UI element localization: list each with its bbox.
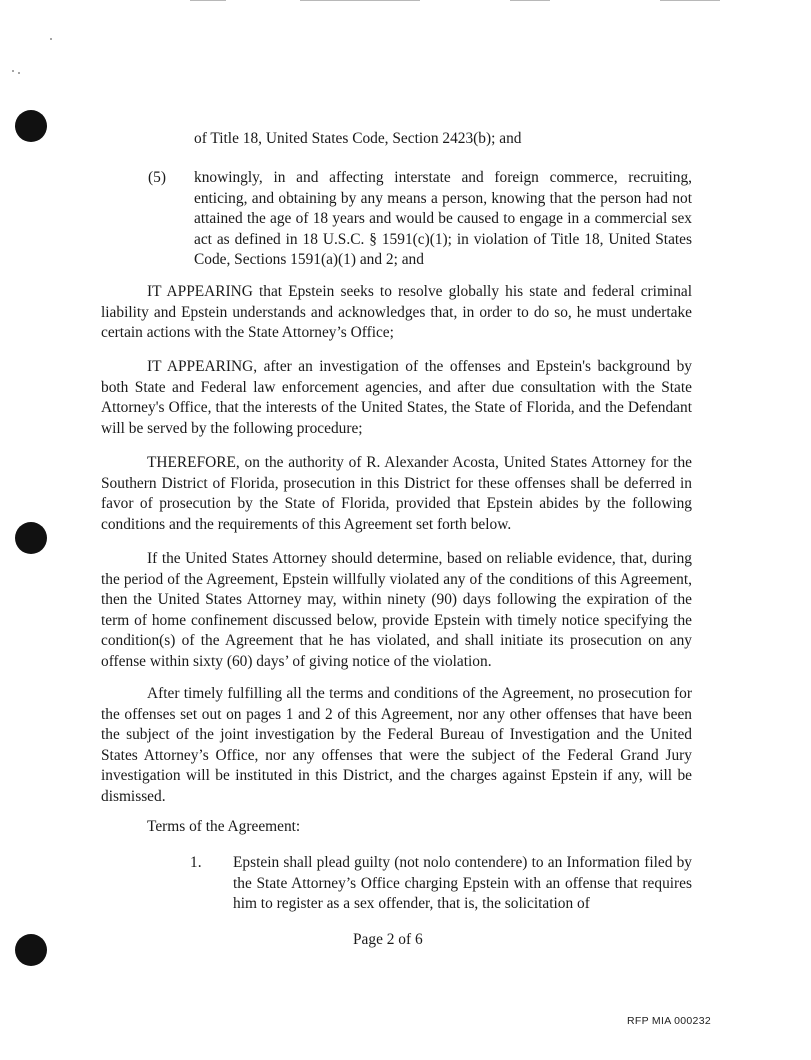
continuation-text: of Title 18, United States Code, Section 2423(b); and	[194, 130, 522, 147]
paragraph-non-prosecution: After timely fulfilling all the terms and conditions of the Agreement, no prosecution for the offenses set out on pages 1 and 2 of this Agreement, nor any other offenses that have been the subject of the joint investigation by the Federal Bureau of Investigation and the United States Attorney’s Office, nor any offenses that were the subject of the Federal Grand Jury investigation will be instituted in this District, and the charges against Epstein if any, will be dismissed.	[101, 685, 692, 805]
punch-hole	[15, 110, 47, 142]
bates-number: RFP MIA 000232	[627, 1015, 711, 1027]
scan-edge-mark	[510, 0, 550, 1]
paragraph-resolve: IT APPEARING that Epstein seeks to resolve globally his state and federal criminal liability and Epstein understands and acknowledges that, in order to do so, he must undertake certain actions with the State Attorney’s Office;	[101, 283, 692, 341]
paragraph-therefore: THEREFORE, on the authority of R. Alexander Acosta, United States Attorney for the Southern District of Florida, prosecution in this District for these offenses shall be deferred in favor of prosecution by the State of Florida, provided that Epstein abides by the following conditions and the requirements of this Agreement set forth below.	[101, 454, 692, 533]
terms-heading: Terms of the Agreement:	[147, 818, 301, 835]
page-number: Page 2 of 6	[353, 931, 423, 948]
scan-edge-mark	[660, 0, 720, 1]
scan-speck	[12, 70, 14, 72]
scan-edge-mark	[190, 0, 226, 1]
paragraph-investigation: IT APPEARING, after an investigation of the offenses and Epstein's background by both State and Federal law enforcement agencies, and after due consultation with the State Attorney's Office, that the interests of the United States, the State of Florida, and the Defendant will be served by the following procedure;	[101, 358, 692, 437]
punch-hole	[15, 522, 47, 554]
punch-hole	[15, 934, 47, 966]
item-text: knowingly, in and affecting interstate and foreign commerce, recruiting, enticing, and obtaining by any means a person, knowing that the person had not attained the age of 18 years and would be caused to engage in a commercial sex act as defined in 18 U.S.C. § 1591(c)(1); in violation of Title 18, United States Code, Sections 1591(a)(1) and 2; and	[194, 169, 692, 268]
scan-speck	[18, 72, 20, 74]
item-number: (5)	[148, 169, 166, 186]
term-number: 1.	[190, 854, 202, 871]
paragraph-violation: If the United States Attorney should determine, based on reliable evidence, that, during the period of the Agreement, Epstein willfully violated any of the conditions of this Agreement, then the United States Attorney may, within ninety (90) days following the expiration of the term of home confinement discussed below, provide Epstein with timely notice specifying the condition(s) of the Agreement that he has violated, and shall initiate its prosecution on any offense within sixty (60) days’ of giving notice of the violation.	[101, 550, 692, 670]
term-text: Epstein shall plead guilty (not nolo contendere) to an Information filed by the State Attorney’s Office charging Epstein with an offense that requires him to register as a sex offender, that is, the solicitation of	[233, 854, 692, 912]
scan-speck	[50, 38, 52, 40]
scan-edge-mark	[300, 0, 420, 1]
